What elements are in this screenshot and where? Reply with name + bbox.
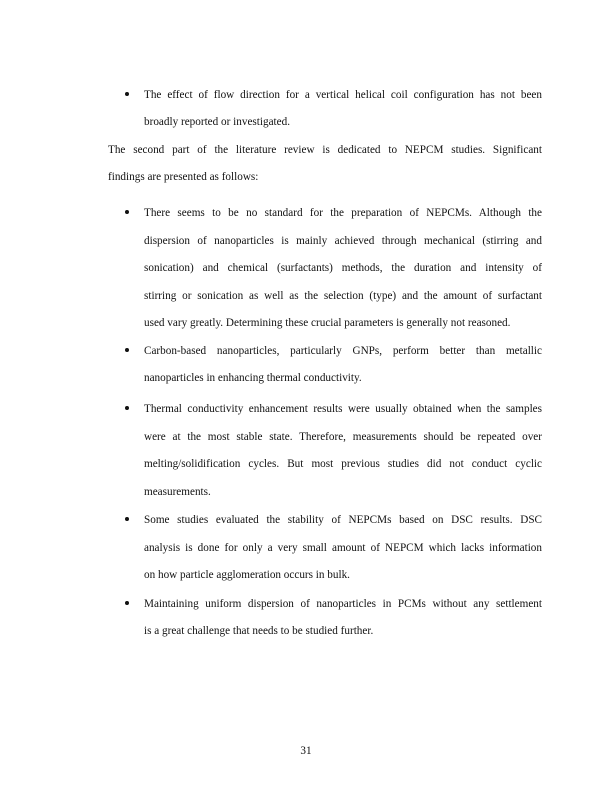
bullet-line: were at the most stable state. Therefore, measurements should be repeated over — [144, 431, 542, 443]
bullet-line: Maintaining uniform dispersion of nanoparticles in PCMs without any settlement — [144, 598, 542, 610]
bullet-line: The effect of flow direction for a vertical helical coil configuration has not been — [144, 89, 542, 101]
bullet-line: analysis is done for only a very small amount of NEPCM which lacks information — [144, 542, 542, 554]
bullet-line: stirring or sonication as well as the selection (type) and the amount of surfactant — [144, 290, 542, 302]
page-number: 31 — [300, 745, 312, 757]
bullet-icon — [125, 206, 131, 212]
bullet-line: measurements. — [144, 486, 211, 498]
bullet-line: There seems to be no standard for the preparation of NEPCMs. Although the — [144, 207, 542, 219]
bullet-icon — [125, 402, 131, 408]
bullet-line: dispersion of nanoparticles is mainly achieved through mechanical (stirring and — [144, 235, 542, 247]
bullet-line: Carbon-based nanoparticles, particularly GNPs, perform better than metallic — [144, 345, 542, 357]
paragraph-line: findings are presented as follows: — [108, 171, 259, 183]
bullet-icon — [125, 88, 131, 94]
bullet-icon — [125, 597, 131, 603]
bullet-line: Thermal conductivity enhancement results were usually obtained when the samples — [144, 403, 542, 415]
bullet-line: nanoparticles in enhancing thermal conductivity. — [144, 372, 362, 384]
bullet-line: sonication) and chemical (surfactants) methods, the duration and intensity of — [144, 262, 542, 274]
bullet-line: melting/solidification cycles. But most previous studies did not conduct cyclic — [144, 458, 542, 470]
bullet-line: broadly reported or investigated. — [144, 116, 291, 128]
paragraph-line: The second part of the literature review is dedicated to NEPCM studies. Significant — [108, 144, 542, 156]
bullet-line: used vary greatly. Determining these crucial parameters is generally not reasoned. — [144, 317, 511, 329]
bullet-icon — [125, 344, 131, 350]
bullet-icon — [125, 513, 131, 519]
bullet-line: is a great challenge that needs to be studied further. — [144, 625, 374, 637]
bullet-line: on how particle agglomeration occurs in bulk. — [144, 569, 350, 581]
bullet-line: Some studies evaluated the stability of NEPCMs based on DSC results. DSC — [144, 514, 542, 526]
